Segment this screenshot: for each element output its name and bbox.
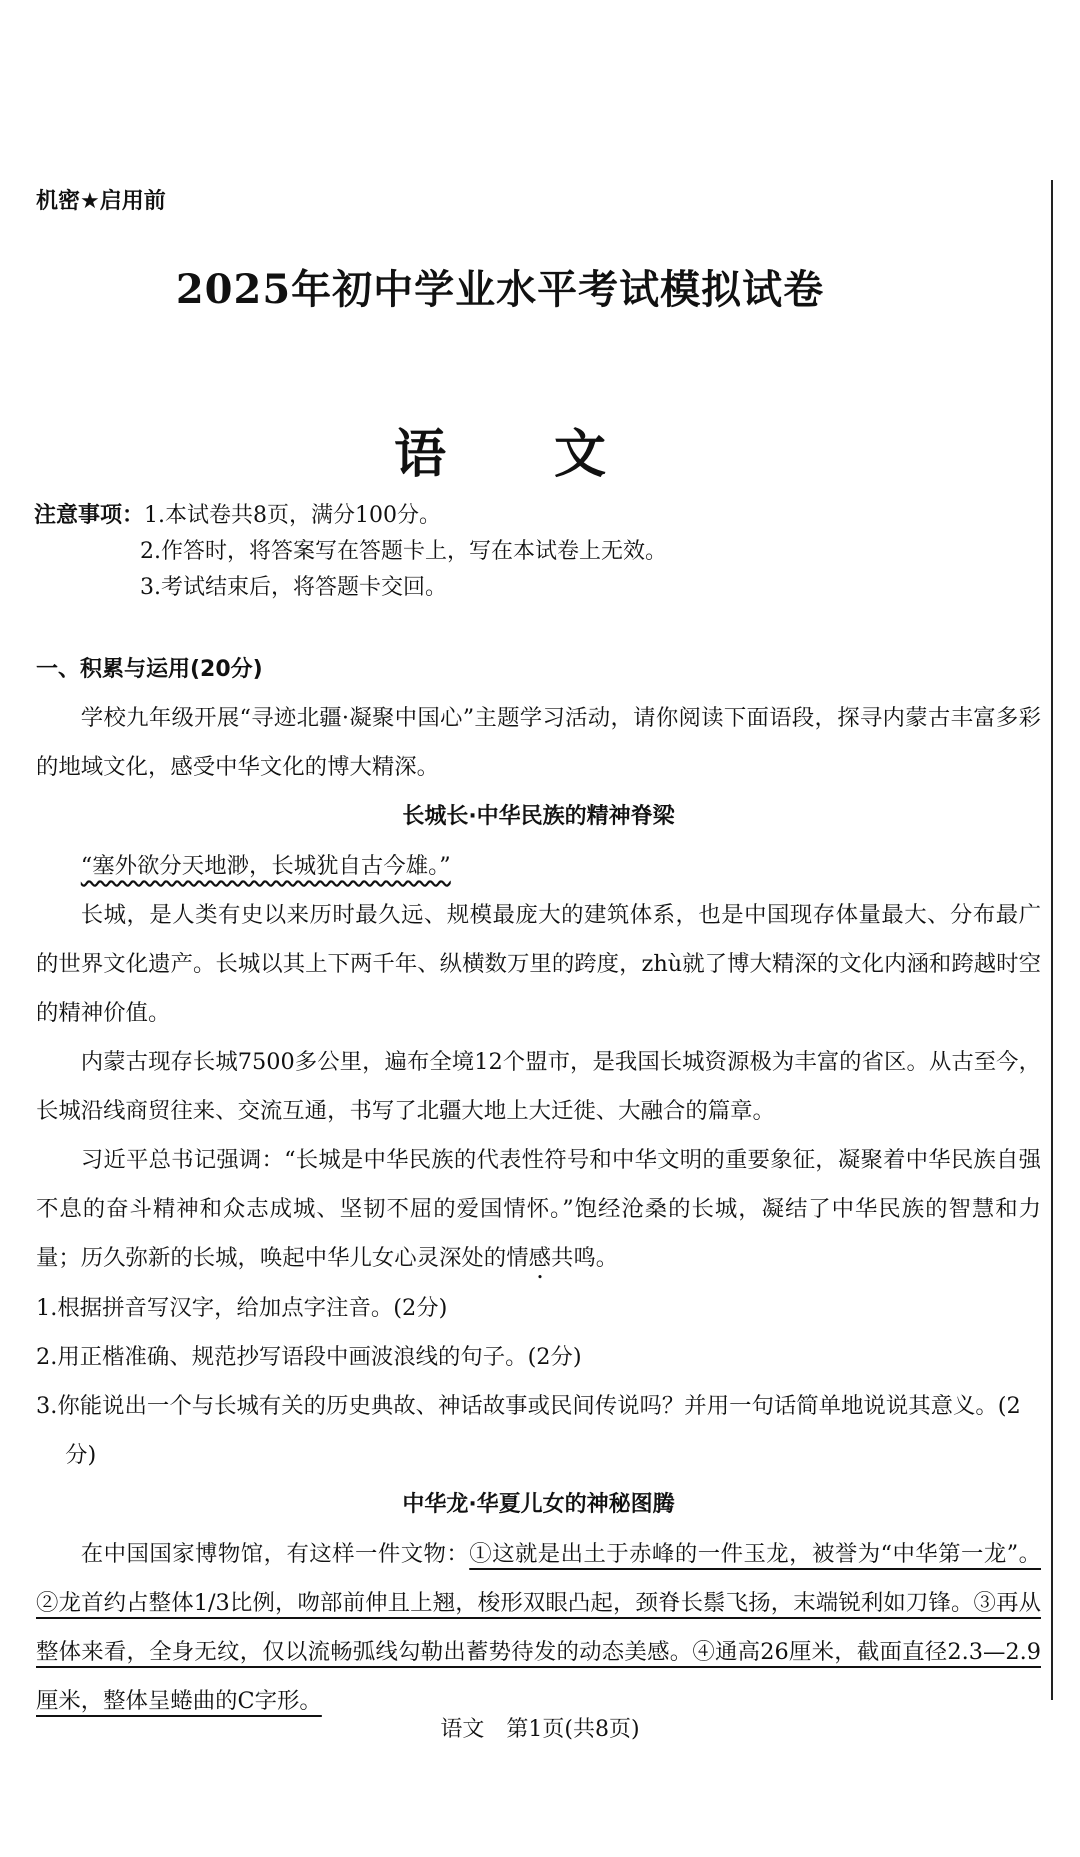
notes-row-1 bbox=[34, 498, 667, 534]
notes-item-2: 2.作答时，将答案写在答题卡上，写在本试卷上无效。 bbox=[140, 539, 667, 564]
greatwall-paragraph-3-end: 共鸣。 bbox=[550, 1245, 619, 1271]
exam-notes bbox=[34, 498, 667, 606]
greatwall-paragraph-2: 内蒙古现存长城7500多公里，遍布全境12个盟市，是我国长城资源极为丰富的省区。从古至今，长城沿线商贸往来、交流互通，书写了北疆大地上大迁徙、大融合的篇章。 bbox=[36, 1049, 1041, 1124]
dragon-paragraph-lead: 在中国国家博物馆，有这样一件文物： bbox=[80, 1541, 470, 1567]
right-margin-rule bbox=[1051, 180, 1053, 1700]
greatwall-paragraph-1: 长城，是人类有史以来历时最久远、规模最庞大的建筑体系，也是中国现存体量最大、分布最广的世界文化遗产。长城以其上下两千年、纵横数万里的跨度，zhù就了博大精深的文化内涵和跨越时空的精神价值。 bbox=[36, 902, 1041, 1026]
greatwall-paragraph-3 bbox=[36, 1136, 1041, 1284]
wavy-underlined-quote: “塞外欲分天地渺，长城犹自古今雄。” bbox=[80, 853, 451, 879]
exam-content bbox=[36, 646, 1041, 1726]
exam-title: 2025年初中学业水平考试模拟试卷 bbox=[175, 266, 825, 313]
question-3: 3.你能说出一个与长城有关的历史典故、神话故事或民间传说吗？并用一句话简单地说说其意义。(2分) bbox=[36, 1393, 1021, 1468]
dragon-paragraph bbox=[36, 1530, 1041, 1726]
page-footer: 语文 第1页(共8页) bbox=[440, 1717, 640, 1742]
dragon-heading: 中华龙·华夏儿女的神秘图腾 bbox=[402, 1492, 675, 1517]
question-1: 1.根据拼音写汉字，给加点字注音。(2分) bbox=[36, 1295, 448, 1321]
dotted-character: 感 bbox=[528, 1245, 551, 1271]
question-2: 2.用正楷准确、规范抄写语段中画波浪线的句子。(2分) bbox=[36, 1344, 582, 1370]
confidential-mark: 机密★启用前 bbox=[36, 189, 166, 214]
subject-title: 语文 bbox=[393, 425, 714, 485]
greatwall-paragraph-3-text: 习近平总书记强调：“长城是中华民族的代表性符号和中华文明的重要象征，凝聚着中华民族自强不息的奋斗精神和众志成城、坚韧不屈的爱国情怀。”饱经沧桑的长城，凝结了中华民族的智慧和力量；历久弥新的长城，唤起中华儿女心灵深处的情 bbox=[36, 1147, 1041, 1271]
greatwall-quote-line bbox=[36, 842, 1041, 891]
notes-item-3: 3.考试结束后，将答题卡交回。 bbox=[140, 575, 447, 600]
section-heading: 一、积累与运用(20分) bbox=[36, 657, 263, 682]
greatwall-heading: 长城长·中华民族的精神脊梁 bbox=[402, 804, 675, 829]
section-intro: 学校九年级开展“寻迹北疆·凝聚中国心”主题学习活动，请你阅读下面语段，探寻内蒙古丰富多彩的地域文化，感受中华文化的博大精深。 bbox=[36, 705, 1041, 780]
underlined-passage: ①这就是出土于赤峰的一件玉龙，被誉为“中华第一龙”。②龙首约占整体1/3比例，吻部前伸且上翘，梭形双眼凸起，颈脊长鬃飞扬，末端锐利如刀锋。③再从整体来看，全身无纹，仅以流畅弧线勾勒出蓄势待发的动态美感。④通高26厘米，截面直径2.3—2.9厘米，整体呈蜷曲的C字形。 bbox=[36, 1541, 1041, 1714]
notes-label: 注意事项： bbox=[34, 503, 145, 528]
notes-item-1: 1.本试卷共8页，满分100分。 bbox=[144, 503, 441, 528]
